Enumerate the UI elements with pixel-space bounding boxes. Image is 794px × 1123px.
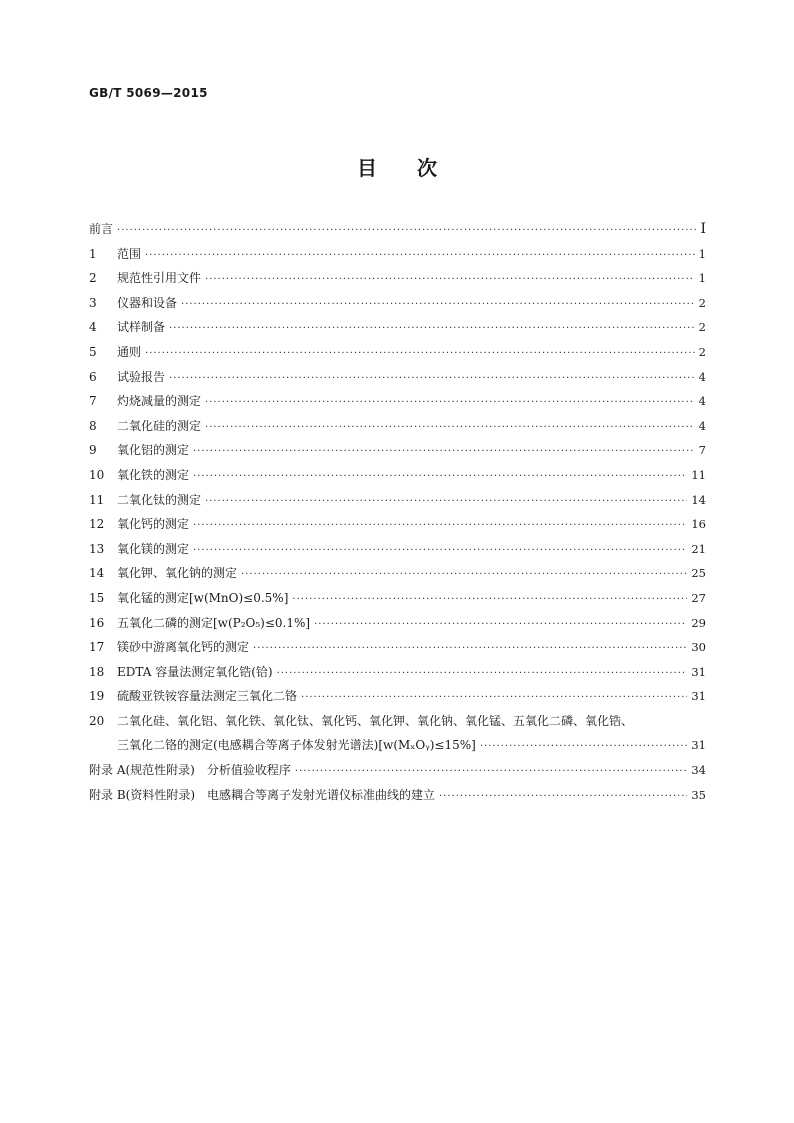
toc-entry[interactable] [89, 709, 706, 734]
toc-entry-page: 31 [691, 738, 706, 753]
toc-leader-dots [193, 514, 687, 539]
toc-entry-title: 试验报告 [117, 369, 166, 384]
toc-entry[interactable] [89, 635, 706, 660]
toc-entry-title: 二氧化硅、氧化铝、氧化铁、氧化钛、氧化钙、氧化钾、氧化钠、氧化锰、五氧化二磷、氧化锆、 [117, 713, 634, 728]
toc-leader-dots [145, 244, 695, 269]
toc-entry-number: 10 [89, 467, 105, 482]
toc-entry-page: 1 [698, 271, 706, 286]
toc-entry[interactable] [89, 365, 706, 390]
toc-entry-page: 2 [698, 344, 706, 359]
toc-entry-number: 19 [89, 689, 105, 704]
toc-entry-title: 通则 [117, 344, 142, 359]
toc-entry[interactable] [89, 488, 706, 513]
toc-entry-page: 4 [698, 418, 706, 433]
toc-leader-dots [205, 268, 695, 293]
toc-leader-dots [169, 317, 695, 342]
toc-entry-page: 35 [691, 787, 706, 802]
toc-entry[interactable] [89, 217, 706, 242]
toc-entry-page: 2 [698, 295, 706, 310]
toc-entry-title: 附录 A(规范性附录) 分析值验收程序 [89, 763, 291, 778]
toc-entry-page: 1 [698, 246, 706, 261]
toc-leader-dots [253, 637, 687, 662]
toc-entry-title: 五氧化二磷的测定[w(P₂O₅)≤0.1%] [117, 615, 311, 630]
toc-entry-number: 13 [89, 541, 105, 556]
toc-leader-dots [205, 490, 687, 515]
toc-leader-dots [439, 785, 687, 810]
toc-entry-page: 27 [691, 590, 706, 605]
toc-leader-dots [193, 539, 687, 564]
toc-entry-title: 三氧化二铬的测定(电感耦合等离子体发射光谱法)[w(MₓOᵧ)≤15%] [117, 738, 476, 753]
toc-entry-number: 18 [89, 664, 105, 679]
toc-entry-page: 31 [691, 664, 706, 679]
toc-entry-page: 21 [691, 541, 706, 556]
toc-entry[interactable] [89, 266, 706, 291]
table-of-contents [89, 217, 706, 807]
toc-entry[interactable] [89, 561, 706, 586]
toc-entry-number: 15 [89, 590, 105, 605]
toc-leader-dots [205, 391, 695, 416]
toc-entry[interactable] [89, 684, 706, 709]
toc-entry-page: 34 [691, 763, 706, 778]
toc-entry-page: 14 [691, 492, 706, 507]
toc-entry[interactable] [89, 758, 706, 783]
toc-leader-dots [145, 342, 695, 367]
toc-entry[interactable] [89, 414, 706, 439]
toc-entry-title: 范围 [117, 246, 142, 261]
toc-entry-title: 氧化钙的测定 [117, 517, 190, 532]
toc-entry-page: 4 [698, 394, 706, 409]
toc-leader-dots [295, 760, 688, 785]
toc-entry[interactable] [89, 586, 706, 611]
toc-entry-number: 9 [89, 443, 97, 458]
toc-entry[interactable] [89, 438, 706, 463]
toc-entry-number: 8 [89, 418, 97, 433]
toc-entry-title: 试样制备 [117, 320, 166, 335]
toc-entry-number: 6 [89, 369, 97, 384]
toc-entry[interactable] [89, 242, 706, 267]
toc-entry[interactable] [89, 660, 706, 685]
toc-entry-number: 12 [89, 517, 105, 532]
toc-leader-dots [277, 662, 688, 687]
toc-entry[interactable] [89, 315, 706, 340]
toc-entry-number: 2 [89, 271, 97, 286]
page-title: 目 次 [357, 156, 437, 180]
toc-leader-dots [301, 686, 687, 711]
toc-entry[interactable] [89, 733, 706, 758]
toc-leader-dots [193, 440, 695, 465]
toc-entry-title: 二氧化硅的测定 [117, 418, 202, 433]
toc-leader-dots [117, 219, 696, 244]
toc-entry-page: Ⅰ [700, 221, 706, 237]
toc-entry-number: 17 [89, 640, 105, 655]
toc-entry-number: 1 [89, 246, 97, 261]
toc-entry[interactable] [89, 463, 706, 488]
toc-entry-page: 25 [691, 566, 706, 581]
toc-entry-title: EDTA 容量法测定氧化锆(铪) [117, 664, 273, 679]
toc-entry-number: 5 [89, 344, 97, 359]
toc-entry-title: 氧化钾、氧化钠的测定 [117, 566, 238, 581]
toc-leader-dots [193, 465, 687, 490]
toc-entry[interactable] [89, 291, 706, 316]
toc-entry-title: 仪器和设备 [117, 295, 178, 310]
toc-entry-number: 3 [89, 295, 97, 310]
toc-leader-dots [314, 613, 687, 638]
toc-entry-page: 16 [691, 517, 706, 532]
toc-entry-title: 氧化镁的测定 [117, 541, 190, 556]
toc-entry[interactable] [89, 783, 706, 808]
toc-entry[interactable] [89, 537, 706, 562]
toc-entry-title: 前言 [89, 222, 114, 236]
toc-entry-number: 16 [89, 615, 105, 630]
toc-entry-number: 14 [89, 566, 105, 581]
toc-entry-title: 二氧化钛的测定 [117, 492, 202, 507]
toc-leader-dots [292, 588, 687, 613]
toc-entry-title: 附录 B(资料性附录) 电感耦合等离子发射光谱仪标准曲线的建立 [89, 787, 435, 802]
toc-entry-title: 氧化铁的测定 [117, 467, 190, 482]
toc-entry[interactable] [89, 512, 706, 537]
toc-leader-dots [205, 416, 695, 441]
toc-entry-page: 2 [698, 320, 706, 335]
toc-entry[interactable] [89, 389, 706, 414]
toc-entry[interactable] [89, 340, 706, 365]
toc-leader-dots [169, 367, 695, 392]
toc-entry-number: 4 [89, 320, 97, 335]
toc-entry-title: 规范性引用文件 [117, 271, 202, 286]
toc-entry-title: 硫酸亚铁铵容量法测定三氧化二铬 [117, 689, 298, 704]
toc-entry-number: 20 [89, 713, 105, 728]
toc-entry-page: 7 [698, 443, 706, 458]
toc-leader-dots [241, 563, 687, 588]
toc-entry-number: 7 [89, 394, 97, 409]
toc-entry-page: 30 [691, 640, 706, 655]
toc-entry-page: 31 [691, 689, 706, 704]
toc-leader-dots [181, 293, 695, 318]
toc-entry-title: 镁砂中游离氧化钙的测定 [117, 640, 250, 655]
toc-entry-page: 29 [691, 615, 706, 630]
toc-entry-title: 灼烧减量的测定 [117, 394, 202, 409]
toc-entry-number: 11 [89, 492, 105, 507]
toc-entry-title: 氧化锰的测定[w(MnO)≤0.5%] [117, 590, 289, 605]
toc-entry[interactable] [89, 611, 706, 636]
toc-entry-page: 11 [691, 467, 706, 482]
toc-entry-title: 氧化铝的测定 [117, 443, 190, 458]
standard-code: GB/T 5069—2015 [89, 86, 208, 100]
toc-entry-page: 4 [698, 369, 706, 384]
toc-leader-dots [480, 735, 688, 760]
